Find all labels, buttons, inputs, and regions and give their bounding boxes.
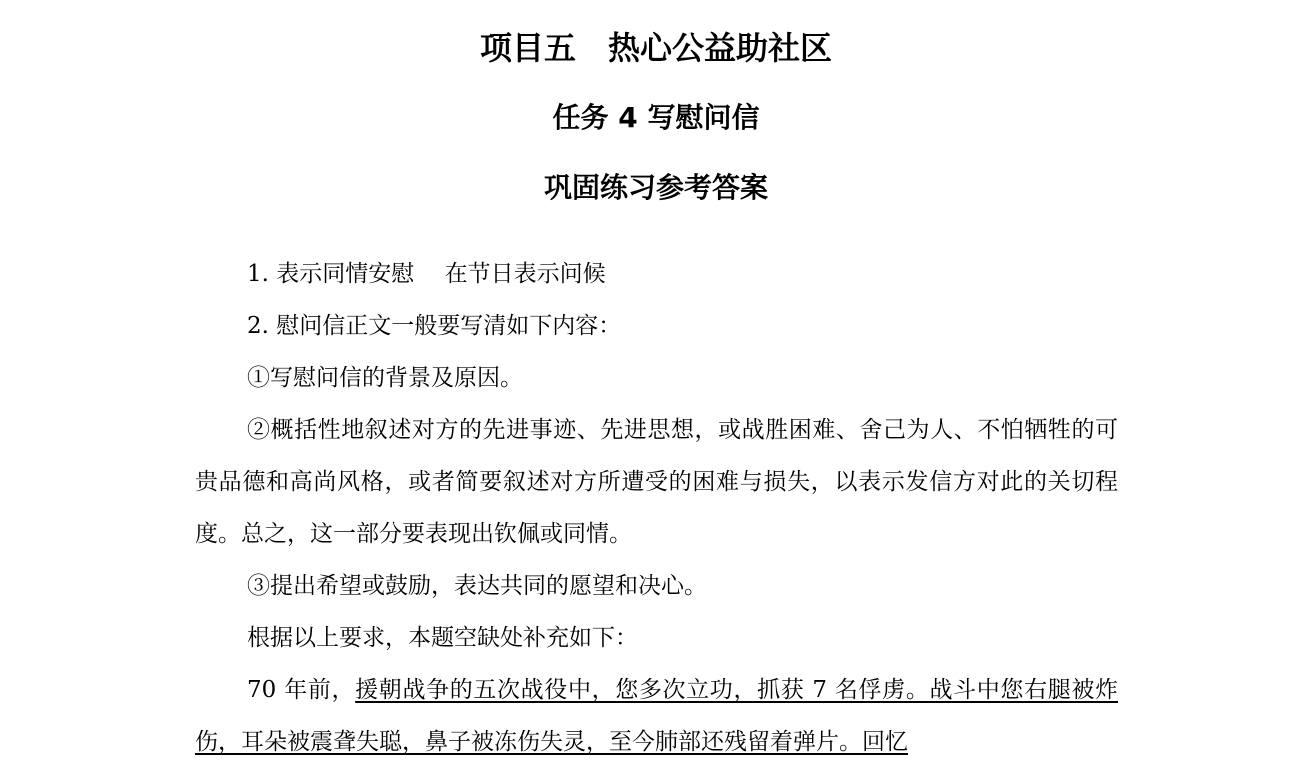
letter-excerpt	[195, 664, 1118, 768]
content-item-2: ②概括性地叙述对方的先进事迹、先进思想，或战胜困难、舍己为人、不怕牺牲的可贵品德和高尚风格，或者简要叙述对方所遭受的困难与损失，以表示发信方对此的关切程度。总之，这一部分要表现出钦佩或同情。	[195, 417, 1118, 547]
task-subtitle: 任务 4 写慰问信	[552, 101, 760, 134]
document-title: 项目五 热心公益助社区	[479, 29, 832, 67]
supplement-intro: 根据以上要求，本题空缺处补充如下：	[247, 625, 638, 651]
answer-paragraph-1: 1. 表示同情安慰 在节日表示问候	[247, 261, 606, 287]
letter-excerpt-lead: 70 年前，	[247, 677, 356, 703]
content-item-1: ①写慰问信的背景及原因。	[247, 365, 523, 391]
letter-excerpt-underlined: 援朝战争的五次战役中，您多次立功，抓获 7 名俘虏。战斗中您右腿被炸伤，耳朵被震聋失聪，鼻子被冻伤失灵，至今肺部还残留着弹片。回忆	[195, 677, 1118, 755]
answer-heading: 巩固练习参考答案	[543, 171, 768, 204]
content-item-3: ③提出希望或鼓励，表达共同的愿望和决心。	[247, 573, 707, 599]
document-body	[195, 248, 1118, 768]
answer-paragraph-2: 2. 慰问信正文一般要写清如下内容：	[247, 313, 622, 339]
